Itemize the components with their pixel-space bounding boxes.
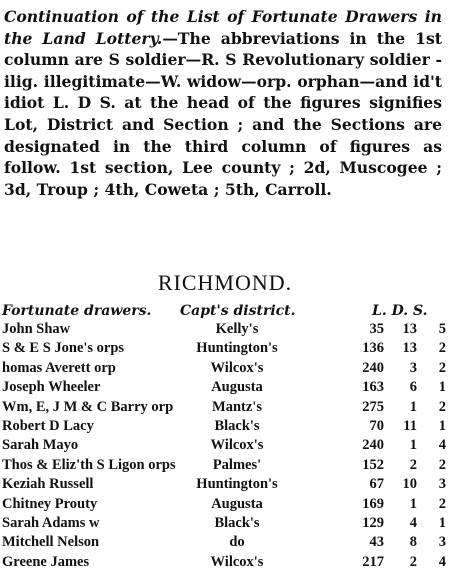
header-name: Fortunate drawers. (2, 303, 152, 319)
captain-district: Wilcox's (210, 359, 264, 376)
drawer-name: Wm, E, J M & C Barry orp (2, 398, 174, 415)
lot-number: 240 (362, 359, 384, 376)
intro-paragraph (4, 6, 442, 200)
captain-district: Mantz's (212, 398, 262, 415)
list-item (2, 534, 448, 553)
drawer-name: John Shaw (2, 321, 71, 337)
district-number: 13 (402, 340, 417, 357)
lot-number: 152 (362, 456, 384, 473)
captain-district: Wilcox's (210, 437, 264, 454)
section-number: 1 (438, 379, 446, 396)
lot-number: 67 (369, 476, 384, 493)
drawer-name: Sarah Adams w (2, 514, 100, 531)
captain-district: Black's (214, 514, 260, 531)
section-number: 2 (438, 398, 446, 415)
section-number: 3 (438, 534, 446, 551)
list-item (2, 457, 448, 476)
section-number: 2 (438, 456, 446, 473)
list-item (2, 379, 448, 398)
intro-body: —The abbreviations in the 1st column are S soldier—R. S Revolutionary soldier - ilig. illegitimate—W. widow—orp. orphan—and id't idiot L. D S. at the head of the figures signifies Lot, District and Section ; and the Sections are designated in the third column of figures as follow. 1st section, Lee county ; 2d, Muscogee ; 3d, Troup ; 4th, Coweta ; 5th, Carroll. (4, 28, 442, 199)
district-number: 10 (402, 476, 417, 493)
intro-title: Continuation of the List of Fortunate Drawers in the Land Lottery. (4, 7, 442, 48)
district-number: 4 (409, 514, 417, 531)
lot-number: 136 (362, 340, 384, 357)
list-item (2, 515, 448, 534)
list-item (2, 554, 448, 573)
district-number: 3 (409, 359, 417, 376)
section-number: 2 (438, 495, 446, 512)
captain-district: Wilcox's (210, 553, 264, 570)
drawer-name: Chitney Prouty (2, 495, 98, 512)
captain-district: Kelly's (215, 321, 259, 337)
district-number: 2 (409, 553, 417, 570)
section-number: 5 (438, 321, 446, 337)
captain-district: Huntington's (196, 340, 278, 357)
captain-district: Augusta (211, 495, 263, 512)
captain-district: Palmes' (212, 456, 262, 473)
drawer-name: Sarah Mayo (2, 437, 79, 454)
header-district: Capt's district. (180, 303, 296, 319)
drawer-name: Thos & Eliz'th S Ligon orps (2, 456, 176, 473)
drawer-name: Joseph Wheeler (2, 379, 101, 396)
district-number: 13 (402, 321, 417, 337)
lot-number: 35 (369, 321, 384, 337)
section-number: 1 (438, 417, 446, 434)
lot-number: 169 (362, 495, 384, 512)
drawer-name: S & E S Jone's orps (2, 340, 125, 357)
lot-number: 129 (362, 514, 384, 531)
drawers-list (2, 321, 448, 573)
lot-number: 43 (369, 534, 384, 551)
lot-number: 217 (362, 553, 384, 570)
drawer-name: Greene James (2, 553, 90, 570)
drawer-name: Mitchell Nelson (2, 534, 100, 551)
section-number: 2 (438, 340, 446, 357)
district-number: 8 (409, 534, 417, 551)
section-number: 4 (438, 437, 446, 454)
district-number: 2 (409, 456, 417, 473)
district-number: 1 (409, 495, 417, 512)
drawer-name: homas Averett orp (2, 359, 116, 376)
captain-district: do (229, 534, 245, 551)
section-number: 2 (438, 359, 446, 376)
list-item (2, 476, 448, 495)
drawer-name: Robert D Lacy (2, 417, 94, 434)
lot-number: 240 (362, 437, 384, 454)
list-item (2, 496, 448, 515)
lot-number: 163 (362, 379, 384, 396)
section-number: 4 (438, 553, 446, 570)
list-item (2, 340, 448, 359)
lot-number: 70 (369, 417, 384, 434)
district-number: 1 (409, 398, 417, 415)
section-number: 1 (438, 514, 446, 531)
section-number: 3 (438, 476, 446, 493)
list-item (2, 360, 448, 379)
column-header-row (2, 303, 448, 321)
list-item (2, 418, 448, 437)
lot-number: 275 (362, 398, 384, 415)
district-number: 1 (409, 437, 417, 454)
district-number: 6 (409, 379, 417, 396)
list-item (2, 437, 448, 456)
captain-district: Black's (214, 417, 260, 434)
captain-district: Augusta (211, 379, 263, 396)
county-heading: RICHMOND. (157, 270, 293, 295)
drawer-name: Keziah Russell (2, 476, 94, 493)
district-number: 11 (403, 417, 417, 434)
captain-district: Huntington's (196, 476, 278, 493)
header-lds: L. D. S. (372, 303, 428, 319)
list-item (2, 321, 448, 340)
list-item (2, 399, 448, 418)
